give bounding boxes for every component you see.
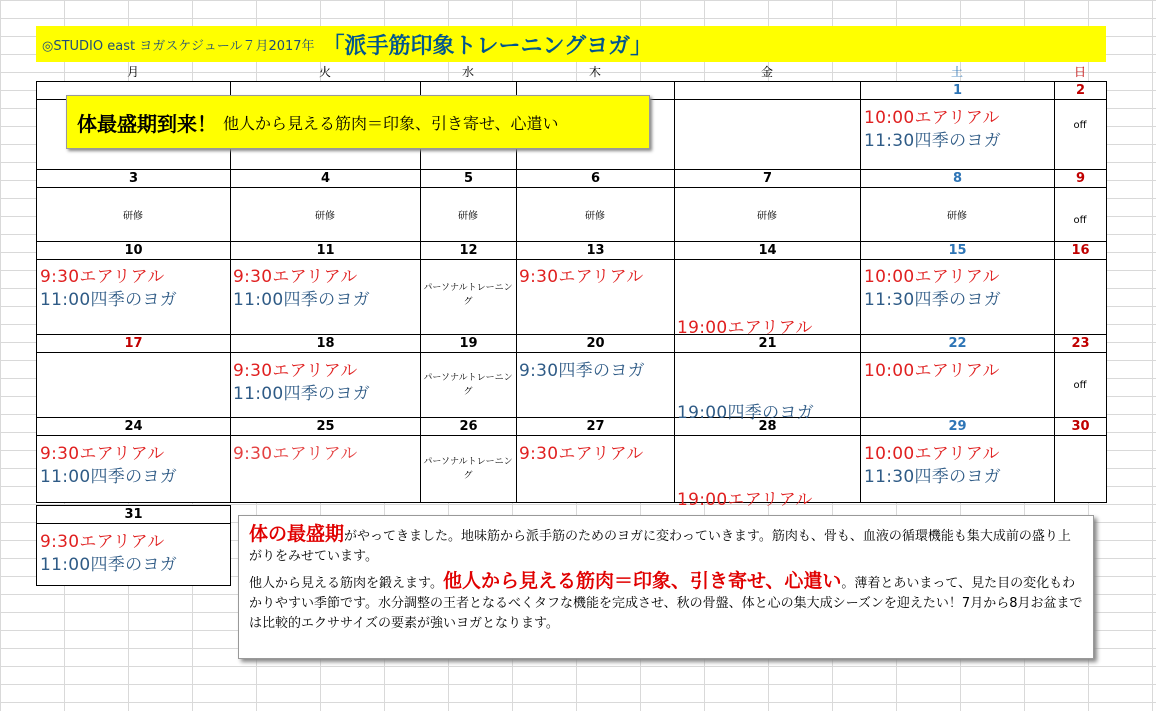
training-label: 研修 xyxy=(757,211,777,222)
date-cell: 8 xyxy=(860,169,1055,188)
day-cell xyxy=(674,99,861,170)
event: 10:00エアリアル xyxy=(864,108,1000,128)
event: 10:00エアリアル xyxy=(864,444,1000,464)
event: 10:00エアリアル xyxy=(864,361,1000,381)
event: 19:00四季のヨガ xyxy=(677,403,814,423)
date-cell: 10 xyxy=(36,241,231,260)
weekday-thu: 木 xyxy=(588,65,601,79)
date-cell: 22 xyxy=(860,334,1055,353)
title-prefix: ◎STUDIO east ヨガスケジュール７月2017年 xyxy=(42,38,315,54)
event: 9:30エアリアル xyxy=(233,267,358,287)
off-label: off xyxy=(1073,380,1087,391)
date-cell: 5 xyxy=(420,169,517,188)
date-cell: 17 xyxy=(36,334,231,353)
event: 11:00四季のヨガ xyxy=(233,290,370,310)
training-label: 研修 xyxy=(458,211,478,222)
weekday-wed: 水 xyxy=(461,65,474,79)
date-cell: 21 xyxy=(674,334,861,353)
date-cell: 11 xyxy=(230,241,421,260)
event: 9:30エアリアル xyxy=(40,267,165,287)
date-cell: 24 xyxy=(36,417,231,436)
event: 11:00四季のヨガ xyxy=(40,467,177,487)
personal-training-label: パーソナルトレーニング xyxy=(423,457,513,481)
event: 9:30エアリアル xyxy=(40,532,165,552)
title-main: 「派手筋印象トレーニングヨガ」 xyxy=(322,33,653,59)
training-label: 研修 xyxy=(585,211,605,222)
date-cell: 31 xyxy=(36,505,231,524)
banner-subtext: 他人から見える筋肉＝印象、引き寄せ、心遣い xyxy=(223,113,559,133)
weekday-fri: 金 xyxy=(760,65,773,79)
date-cell: 6 xyxy=(516,169,675,188)
day-cell xyxy=(1054,259,1107,335)
training-label: 研修 xyxy=(123,211,143,222)
banner xyxy=(66,95,650,149)
date-cell: 25 xyxy=(230,417,421,436)
date-cell: 1 xyxy=(860,81,1055,100)
title-bar xyxy=(36,26,1106,62)
date-cell: 15 xyxy=(860,241,1055,260)
description-highlight: 体の最盛期 xyxy=(249,523,345,545)
weekday-sat: 土 xyxy=(950,65,963,79)
event: 9:30エアリアル xyxy=(233,444,358,464)
event: 9:30エアリアル xyxy=(40,444,165,464)
weekday-mon: 月 xyxy=(126,65,139,79)
training-label: 研修 xyxy=(947,211,967,222)
date-cell: 4 xyxy=(230,169,421,188)
event: 9:30エアリアル xyxy=(519,444,644,464)
date-cell: 13 xyxy=(516,241,675,260)
event: 11:00四季のヨガ xyxy=(40,290,177,310)
date-cell: 14 xyxy=(674,241,861,260)
date-cell: 26 xyxy=(420,417,517,436)
description-highlight: 他人から見える筋肉＝印象、引き寄せ、心遣い xyxy=(442,570,842,592)
personal-training-label: パーソナルトレーニング xyxy=(423,283,513,307)
day-cell xyxy=(1054,99,1107,170)
date-cell xyxy=(674,81,861,100)
event: 10:00エアリアル xyxy=(864,267,1000,287)
day-cell xyxy=(36,352,231,418)
weekday-sun: 日 xyxy=(1073,65,1086,79)
date-cell: 9 xyxy=(1054,169,1107,188)
event: 11:30四季のヨガ xyxy=(864,131,1001,151)
weekday-tue: 火 xyxy=(318,65,331,79)
date-cell: 7 xyxy=(674,169,861,188)
date-cell: 16 xyxy=(1054,241,1107,260)
off-label: off xyxy=(1073,120,1087,131)
description-paragraph-2 xyxy=(249,571,1083,634)
date-cell: 2 xyxy=(1054,81,1107,100)
date-cell: 29 xyxy=(860,417,1055,436)
event: 11:00四季のヨガ xyxy=(40,555,177,575)
date-cell: 12 xyxy=(420,241,517,260)
event: 9:30四季のヨガ xyxy=(519,361,645,381)
personal-training-label: パーソナルトレーニング xyxy=(423,373,513,397)
event: 9:30エアリアル xyxy=(233,361,358,381)
event: 9:30エアリアル xyxy=(519,267,644,287)
description-text: 。薄着とあいまって、見た目の変化もわかりやすい季節です。水分調整の王者となるべくタフな機能を完成させ、秋の骨盤、体と心の集大成シーズンを迎えたい！7月から8月お盆までは比較的エクササイズの要素が強いヨガとなります。 xyxy=(249,576,1083,631)
off-label: off xyxy=(1073,215,1087,226)
date-cell: 19 xyxy=(420,334,517,353)
date-cell: 20 xyxy=(516,334,675,353)
date-cell: 18 xyxy=(230,334,421,353)
date-cell: 27 xyxy=(516,417,675,436)
day-cell xyxy=(1054,435,1107,503)
training-label: 研修 xyxy=(315,211,335,222)
event: 19:00エアリアル xyxy=(677,490,813,510)
description-text: がやってきました。地味筋から派手筋のためのヨガに変わっていきます。筋肉も、骨も、血液の循環機能も集大成前の盛り上がりをみせています。 xyxy=(249,529,1071,564)
date-cell: 23 xyxy=(1054,334,1107,353)
description-paragraph-1 xyxy=(249,524,1083,567)
event: 11:30四季のヨガ xyxy=(864,467,1001,487)
description-box xyxy=(238,515,1094,659)
description-text: 他人から見える筋肉を鍛えます。 xyxy=(249,576,443,591)
event: 11:00四季のヨガ xyxy=(233,384,370,404)
event: 19:00エアリアル xyxy=(677,318,813,338)
event: 11:30四季のヨガ xyxy=(864,290,1001,310)
date-cell: 3 xyxy=(36,169,231,188)
date-cell: 28 xyxy=(674,417,861,436)
date-cell: 30 xyxy=(1054,417,1107,436)
banner-headline: 体最盛期到来！ xyxy=(77,111,217,136)
